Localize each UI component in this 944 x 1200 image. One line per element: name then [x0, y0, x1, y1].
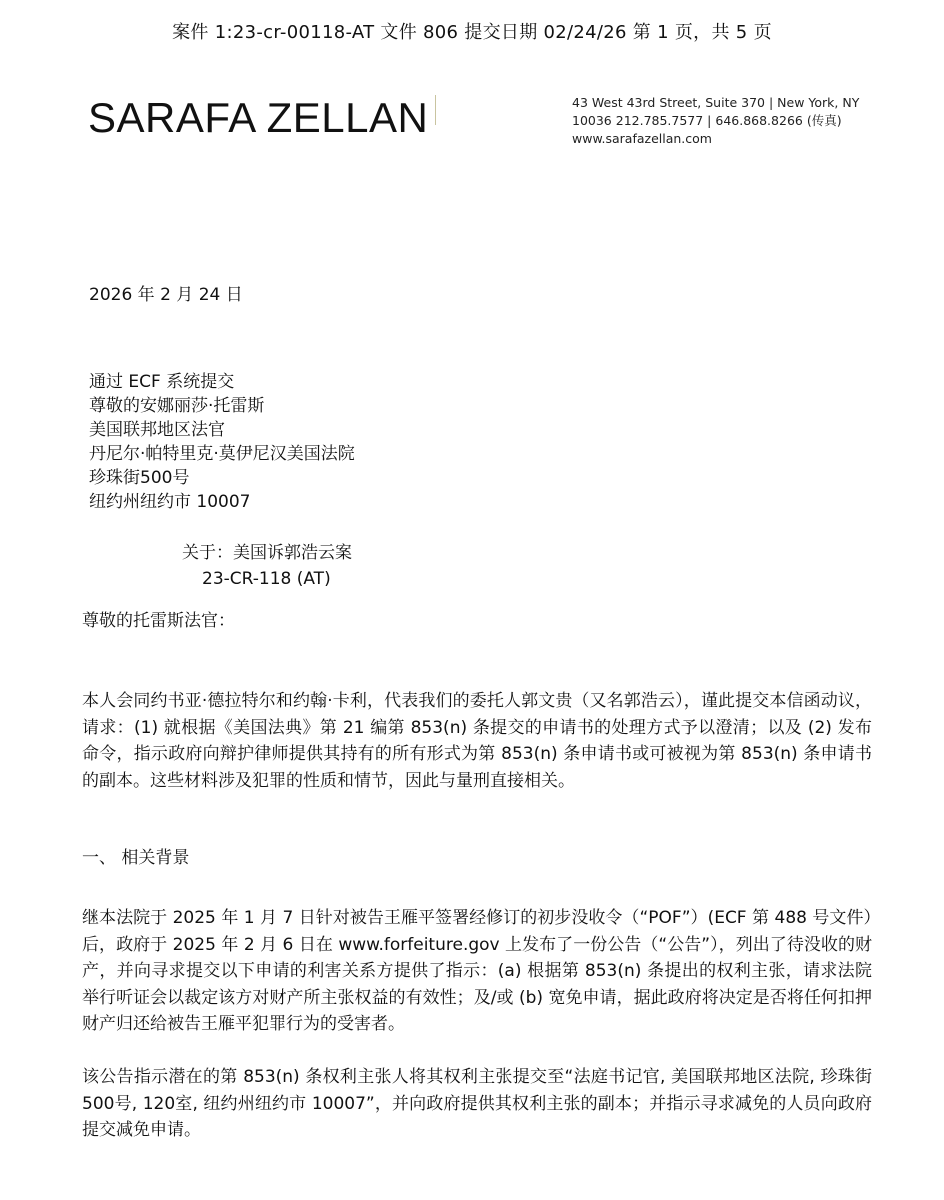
firm-address: [572, 94, 859, 148]
recipient-line: 通过 ECF 系统提交: [89, 372, 235, 392]
website: www.sarafazellan.com: [572, 131, 712, 146]
firm-logo: SARAFA ZELLAN: [88, 94, 429, 141]
letter-date: 2026 年 2 月 24 日: [89, 285, 243, 305]
recipient-line: 尊敬的安娜丽莎·托雷斯: [89, 396, 265, 416]
recipient-line: 美国联邦地区法官: [89, 420, 225, 440]
re-line: 关于：美国诉郭浩云案: [182, 543, 352, 563]
recipient-block: [89, 370, 355, 514]
logo-divider: [435, 95, 436, 125]
body-paragraph-1: 本人会同约书亚·德拉特尔和约翰·卡利，代表我们的委托人郭文贵（又名郭浩云），谨此提交本信函动议，请求：(1) 就根据《美国法典》第 21 编第 853(n) 条提交的申请书的处理方式予以澄清；以及 (2) 发布命令，指示政府向辩护律师提供其持有的所有形式为第 853(n) 条申请书或可被视为第 853(n) 条申请书的副本。这些材料涉及犯罪的性质和情节，因此与量刑直接相关。: [82, 691, 872, 791]
re-block: [182, 540, 352, 592]
body-paragraph-3: 该公告指示潜在的第 853(n) 条权利主张人将其权利主张提交至“法庭书记官, 美国联邦地区法院, 珍珠街500号, 120室, 纽约州纽约市 10007”，并向政府提供其权利主张的副本；并指示寻求减免的人员向政府提交减免申请。: [82, 1067, 872, 1140]
recipient-line: 丹尼尔·帕特里克·莫伊尼汉美国法院: [89, 444, 355, 464]
address-line-1: 43 West 43rd Street, Suite 370 | New York, NY: [572, 95, 860, 110]
case-header: 案件 1:23-cr-00118-AT 文件 806 提交日期 02/24/26 第 1 页，共 5 页: [172, 22, 772, 43]
address-line-2: 10036 212.785.7577 | 646.868.8266 (传真): [572, 113, 842, 128]
section-heading: 一、 相关背景: [82, 848, 190, 868]
body-paragraph-2: 继本法院于 2025 年 1 月 7 日针对被告王雁平签署经修订的初步没收令（“POF”）(ECF 第 488 号文件）后，政府于 2025 年 2 月 6 日在 www.forfeiture.gov 上发布了一份公告（“公告”），列出了待没收的财产，并向寻求提交以下申请的利害关系方提供了指示：(a) 根据第 853(n) 条提出的权利主张，请求法院举行听证会以裁定该方对财产所主张权益的有效性；及/或 (b) 宽免申请，据此政府将决定是否将任何扣押财产归还给被告王雁平犯罪行为的受害者。: [82, 908, 872, 1034]
re-case-number: 23-CR-118 (AT): [202, 569, 331, 589]
salutation: 尊敬的托雷斯法官：: [82, 611, 235, 631]
recipient-line: 纽约州纽约市 10007: [89, 492, 251, 512]
recipient-line: 珍珠街500号: [89, 468, 190, 488]
